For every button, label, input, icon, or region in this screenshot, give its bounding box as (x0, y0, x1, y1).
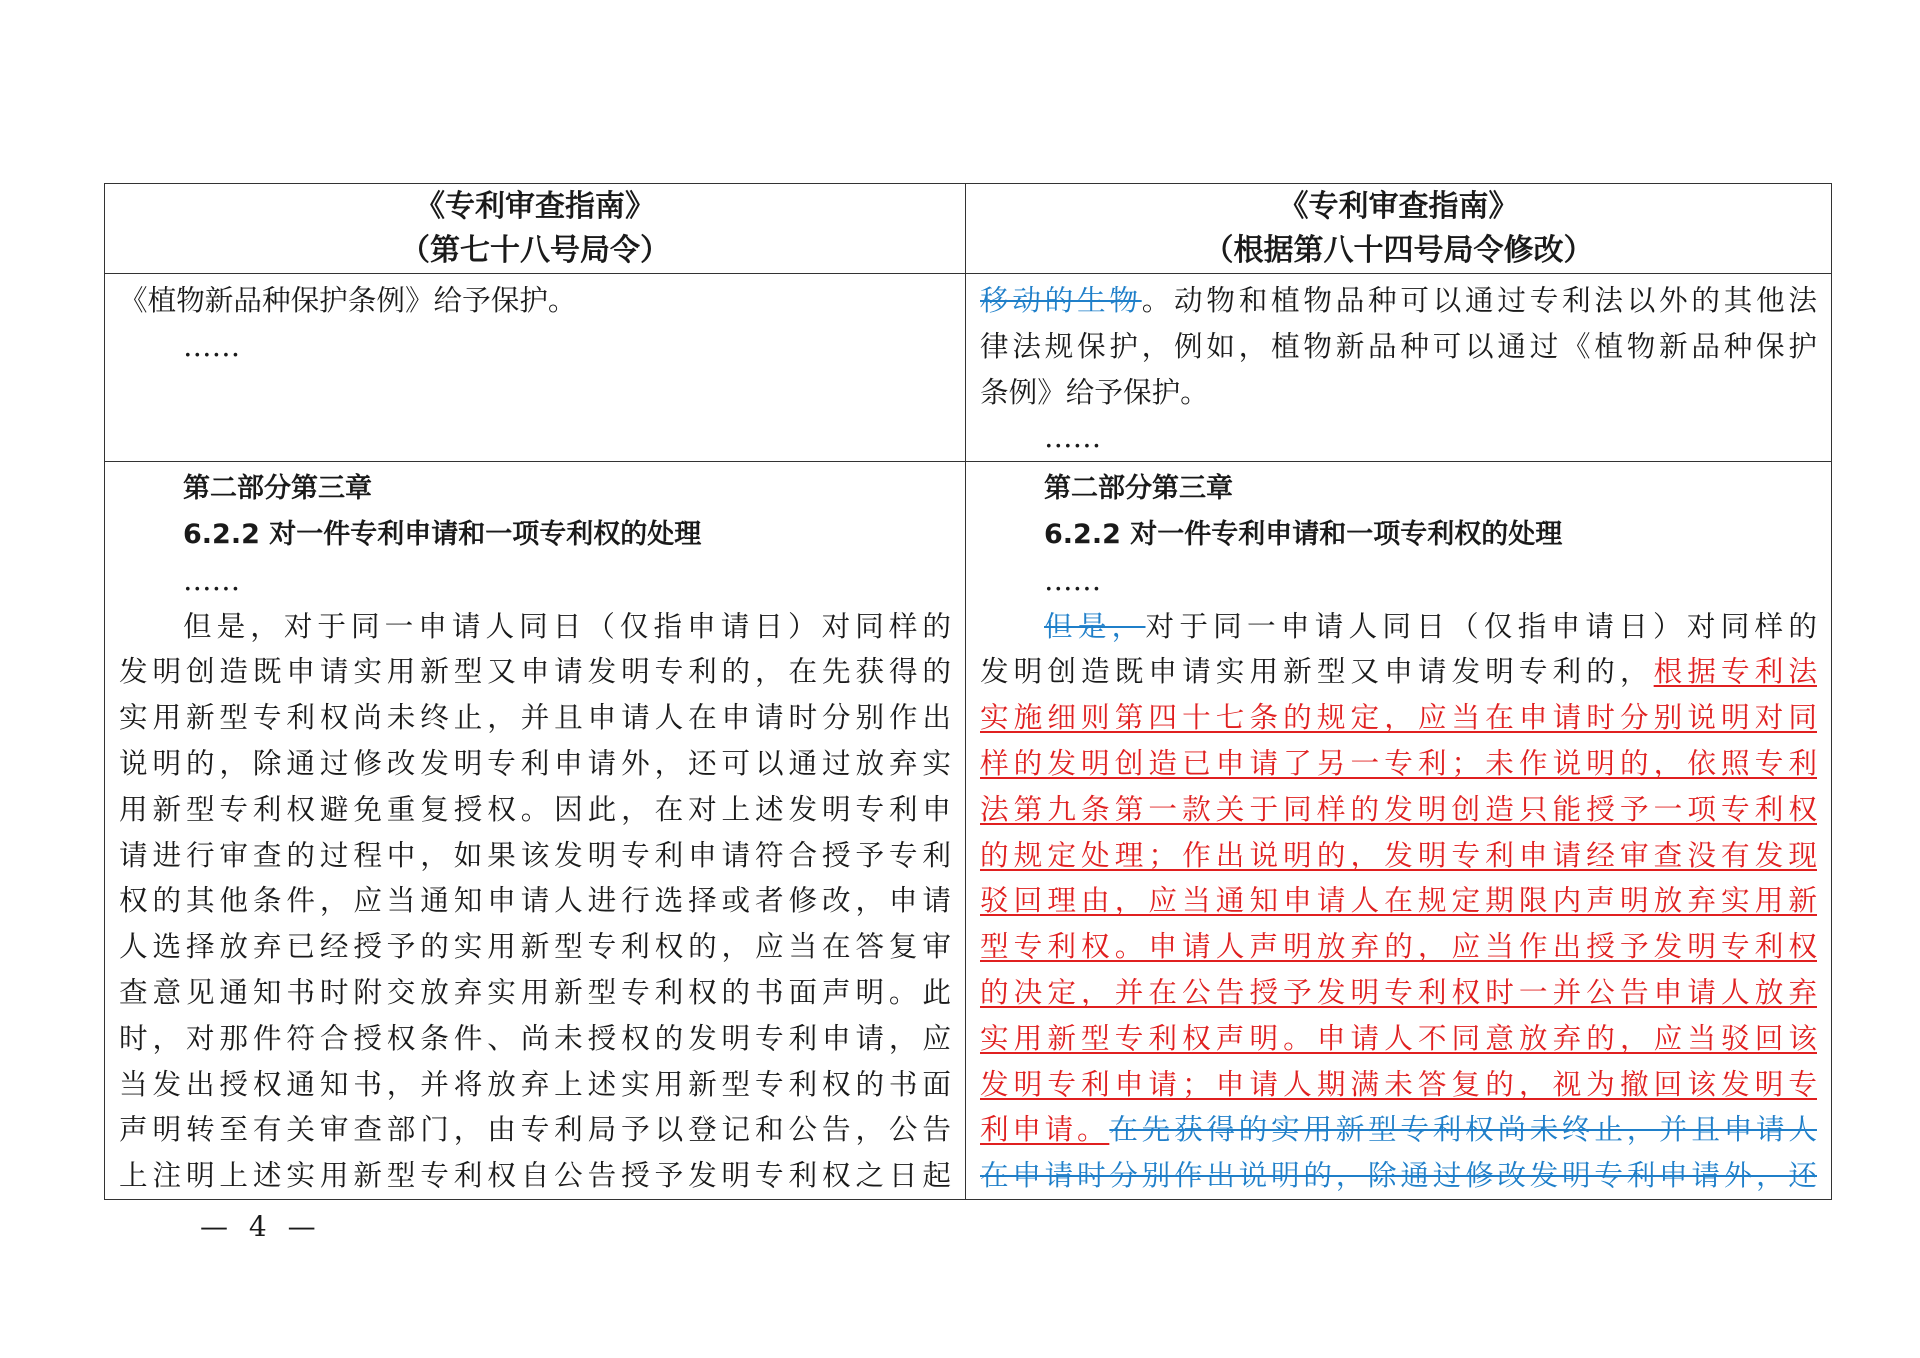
text-line (980, 604, 1817, 650)
left-cell-row1 (105, 274, 966, 462)
inserted-line: 样的发明创造已申请了另一专利；未作说明的，依照专利 (980, 745, 1817, 780)
inserted-line: 发明专利申请；申请人期满未答复的，视为撤回该发明专 (980, 1066, 1817, 1101)
inserted-line: 型专利权。申请人声明放弃的，应当作出授予发明专利权 (980, 929, 1817, 964)
text-line: 上注明上述实用新型专利权自公告授予发明专利权之日起 (119, 1158, 951, 1193)
text-line: 《植物新品种保护条例》给予保护。 (119, 283, 577, 317)
text-line: 查意见通知书时附交放弃实用新型专利权的书面声明。此 (119, 974, 951, 1009)
text-line: 条例》给予保护。 (980, 374, 1209, 409)
text-line: 实用新型专利权尚未终止，并且申请人在申请时分别作出 (119, 700, 951, 735)
text-line: 声明转至有关审查部门，由专利局予以登记和公告，公告 (119, 1112, 951, 1147)
chapter-heading: 第二部分第三章 (1044, 473, 1233, 505)
right-header-title: 《专利审查指南》 (1278, 189, 1519, 224)
text-span: 对于同一申请人同日（仅指申请日）对同样的 (1145, 608, 1817, 643)
text-line: 律法规保护，例如，植物新品种可以通过《植物新品种保护 (980, 328, 1817, 363)
deleted-text: 移动的生物 (980, 283, 1142, 317)
right-header-cell (966, 184, 1832, 274)
text-line (980, 649, 1817, 695)
text-span: 发明创造既申请实用新型又申请发明专利的， (980, 654, 1654, 689)
ellipsis: …… (183, 328, 241, 363)
chapter-heading: 第二部分第三章 (183, 473, 372, 505)
table-row (105, 274, 1832, 462)
left-header-title: 《专利审查指南》 (415, 189, 655, 224)
left-cell-row2 (105, 462, 966, 1200)
text-line: 请进行审查的过程中，如果该发明专利申请符合授予专利 (119, 837, 951, 872)
inserted-line: 实施细则第四十七条的规定，应当在申请时分别说明对同 (980, 700, 1817, 735)
section-heading: 6.2.2 对一件专利申请和一项专利权的处理 (183, 518, 702, 550)
text-line: 用新型专利权避免重复授权。因此，在对上述发明专利申 (119, 791, 951, 826)
deleted-text: 但是， (1044, 608, 1146, 643)
inserted-line: 实用新型专利权声明。申请人不同意放弃的，应当驳回该 (980, 1020, 1817, 1055)
left-header-subtitle: （第七十八号局令） (400, 233, 670, 268)
text-line: 当发出授权通知书，并将放弃上述实用新型专利权的书面 (119, 1066, 951, 1101)
right-cell-row2 (966, 462, 1832, 1200)
inserted-line: 的决定，并在公告授予发明专利权时一并公告申请人放弃 (980, 974, 1817, 1009)
comparison-table (104, 183, 1832, 1200)
deleted-line: 在申请时分别作出说明的，除通过修改发明专利申请外，还 (980, 1158, 1817, 1193)
inserted-text: 利申请。 (980, 1112, 1110, 1147)
text-line: 时，对那件符合授权条件、尚未授权的发明专利申请，应 (119, 1020, 951, 1055)
table-row (105, 462, 1832, 1200)
section-heading: 6.2.2 对一件专利申请和一项专利权的处理 (1044, 518, 1563, 550)
right-cell-row1 (966, 274, 1832, 462)
right-header-subtitle: （根据第八十四号局令修改） (1203, 233, 1594, 268)
text-line: 发明创造既申请实用新型又申请发明专利的，在先获得的 (119, 654, 951, 689)
text-line: 但是，对于同一申请人同日（仅指申请日）对同样的 (183, 608, 951, 643)
left-header-cell (105, 184, 966, 274)
deleted-text: 在先获得的实用新型专利权尚未终止，并且申请人 (1109, 1112, 1817, 1147)
inserted-line: 驳回理由，应当通知申请人在规定期限内声明放弃实用新 (980, 883, 1817, 918)
inserted-line: 的规定处理；作出说明的，发明专利申请经审查没有发现 (980, 837, 1817, 872)
inserted-line: 法第九条第一款关于同样的发明创造只能授予一项专利权 (980, 791, 1817, 826)
inserted-text: 根据专利法 (1653, 654, 1817, 689)
text-span: 。动物和植物品种可以通过专利法以外的其他法 (1141, 283, 1817, 317)
ellipsis: …… (1044, 420, 1102, 455)
text-line: 权的其他条件，应当通知申请人进行选择或者修改，申请 (119, 883, 951, 918)
text-line (980, 1107, 1817, 1153)
text-line (980, 278, 1817, 324)
text-line: 人选择放弃已经授予的实用新型专利权的，应当在答复审 (119, 929, 951, 964)
ellipsis: …… (1044, 562, 1102, 597)
ellipsis: …… (183, 562, 241, 597)
page-number: — 4 — (200, 1210, 322, 1243)
text-line: 说明的，除通过修改发明专利申请外，还可以通过放弃实 (119, 745, 951, 780)
header-row (105, 184, 1832, 274)
